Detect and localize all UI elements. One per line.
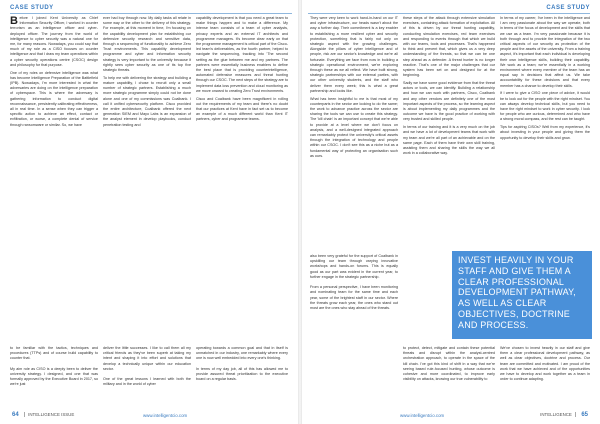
article-column-1 [10,16,98,130]
article-column-3 [196,16,288,125]
article-column-3-bottom: We've chosen to invest heavily in our staff and give them a clear professional development pathway, as well as clear objectives, doctrine and process. Our team are committed and motivated. I am proud of the work that we have achieved and of the opportunities we have to develop and work together as a team in order to continue adapting. [500,346,590,382]
right-page [302,0,600,424]
article-column-2 [403,16,495,159]
paragraph: One of my roles on defensive intelligence was what has become Intelligence Preparation of the Battlefield (IPB). Nowadays, I'm more interested in what the adversaries are doing on the intelligence preparation of cyberspace. This is where the adversary is gathering information to conduct digital reconnaissance, persistently calibrating effectiveness, all in real time. In a sense when they can trigger a specific action to achieve an effect, contact or exfiltration, or worse, a complete denial of service through ransomware or similar. So, we have [10,70,98,127]
paragraph: If I were to give a CISO one piece of advice, it would be to look out for the people with the right mindset. You can always develop technical skills, but you need to have the right mindset to work in cyber security. I look for people who are curious, determined and who have a strong moral compass, and the rest can be taught. [500,91,590,122]
article-column-1 [310,16,398,162]
page-number: 65 [581,412,588,418]
paragraph: Sadly we have some good evidence from that the threat actors or tools, we can identify. Building a relationship and how we can work with partners, Cisco, Coalbank and any other vendors are definitely one of the most important aspects of the process, so the learning aspect is about implementing my daily programmes and the outcome we have is the good practice of working with very trusted and skilled people. [403,81,495,122]
page-footer-site [400,413,444,418]
paragraph: To help me with delivering the strategy and building a mature capability, I chose to recruit only a small number of strategic partners. Establishing a much more strategic programme simply could not be done alone and one of my commissions was Coalbank. I call it unified cybersecurity platform. Cisco provided the entire architecture, Coalbank offered the next generation SIEM and Mayo Labs is an expansion of the analyst element in develop playbooks, conduct penetration testing and [103,75,191,127]
publication-name: INTELLIGENCE [540,412,572,417]
issue-label: ISSUE [61,412,75,417]
publication-name: INTELLIGENCE [28,412,60,417]
article-column-1-bottom: also been very grateful for the support of Coalbank in upskilling our team through varying innovative workshops and hands-on forums. This is equally good as our part was evident in the current year, to further engage in the strategic partnership. From a personal perspective, I have been monitoring and nominating team for the same time and each year, some of the brightest staff in our sector. Where the threats grow each year, the ones who stand out most are the ones who stay ahead of the threats. [310,254,398,311]
article-column-3 [500,16,590,248]
article-column-3-bottom: operating towards a common goal and that in itself is unmatched in our industry, one remarkably where every one is now well embedded into every one's thinking. In terms of my day job, all of this has allowed me to provide assured threat prioritization to the executive board on a regular basis. [196,346,288,382]
header-rule [308,13,590,14]
page-footer [540,412,590,418]
section-label: CASE STUDY [10,5,54,11]
section-label: CASE STUDY [546,5,590,11]
pull-quote-box [452,251,592,339]
paragraph: efore I joined Kent University as Chief Information Security Officer, I worked in counter terrorism as an intelligence officer and cyber-deployed officer. The journey from the world of intelligence to cyber security was a natural one for me, for many reasons. Nowadays, you could say that much of my role as a CISO focuses on counter intelligence and that I draw my team operations within a cyber security operations centre (CSOC) design and philosophy for that purpose. [10,16,98,67]
paragraph: capability development is that you need a great team to make things happen and to make a difference. My intense team consists of a team of cyber analysts, privacy experts and an external IT architects and programme managers. It's become clear early on that the programme management is critical part of the Cisco-led team's deliverables, as the fourth partner, helped to navigate the sequencing, tracking into 'The second setting as the glue between me and my partners. The partners were essentially business enablers to define the best place that is providing counterintelligence, automated defensive measures and threat hunting through our CSOC. The next steps of the strategy are to implement data loss prevention and cloud monitoring as we move onward to creating Zero Trust environments. [196,16,288,93]
page-footer-site [143,413,187,418]
footer-divider [575,412,576,417]
website-link[interactable]: www.intelligentcio.com [400,413,445,418]
header-rule [10,13,292,14]
website-link[interactable]: www.intelligentcio.com [143,413,188,418]
drop-cap: B [10,15,18,27]
article-column-2-bottom: deliver the little successes. I like to call them all my critical friends as they've been superb at taking my intent and shaping it into effort and solutions that develop a technically unique within our education sector. One of the great lessons I learned with both the military and in the world of cyber [103,346,191,387]
paragraph: ever had buy through now. My daily tasks all relate in some way or the other to the delivery of this strategy. For example, at this moment in time, I'm focusing on the capability development plan for establishing our defensive security research and sensitive data, through a sequencing of functionality to achieve Zero Trust environments. This capability development programme and cyber and information security strategy is very important to the university because it rightly sees cyber security as one of its top five strategic threats. [103,16,191,73]
article-column-2-bottom: to protect, detect, mitigate and contain these potential threats and disrupt within the analyst-centred orchestration approach, to operate in the space of the kill chain. I've got this kind of shift in a way that we're seeing based rule-focused hunting, whose outcome is cohesive and more coordinated, to improve early visibility on attacks, knowing our true vulnerability to [403,346,495,382]
paragraph: Tips for aspiring CISOs? Well from my experience, it's about investing in your people and giving them the opportunity to develop their skills and grow. [500,125,590,140]
footer-divider [24,412,25,417]
pull-quote-text: INVEST HEAVILY IN YOUR STAFF AND GIVE THEM A CLEAR PROFESSIONAL DEVELOPMENT PATHWAY, AS WELL AS CLEAR OBJECTIVES, DOCTRINE AND PROCESS. [458,255,576,330]
page-number: 64 [12,412,19,418]
paragraph: these steps of the attack through extensive simulation exercises, containing attack formation of exploitation. All of this is driven by our threat hunting capability, conducting simulation exercises, red team exercises and responding to events through that which we build with our teams, tools and processes. That's happened to think and prevent that, which gives us a very deep understanding of the threats, so that we can be one step ahead as a defender. A threat hunter is no longer reactive. That's one of the major challenges that our system has been set on and designed for at the beginning. [403,16,495,78]
left-page [0,0,298,424]
page-footer [10,412,74,418]
paragraph: Cisco and Coalbank have been magnificent in rolling out the requirements of my team and there's no doubt that our practices at Kent have in fact set us to become an example of a much different world than Kent IT partners, cyber and programme teams. [196,96,288,122]
article-column-1-bottom: to be familiar with the tactics, techniques and procedures (TTPs) and of course build capability to counter that. My aim role as CISO is a deeply been to deliver the university strategy. I designed, and one that was formally approved by the Executive Board in 2017, so we're just [10,346,98,387]
paragraph: In terms of our training and it is a very much on the job and we have a lot of development teams that work with my team and we're all part of an achievable and on the same page. Each of them have their own skill training, assisting them and sharing the skills the way we all work in a collaborative way. [403,125,495,156]
paragraph: In terms of my career, I've been in the intelligence and I am very passionate about the way we operate, both in terms of the focus of development and the skills that we use as a team. I'm very passionate because it is both through and to provide the integration of the two critical aspects of our security as protection of the people and the assets of the university. From a training aspect, it's important that each individual is developing their own intelligence skills, building their capability. We work as a team; we're essentially in a working environment where every member of the team has an equal say in decisions that affect us. We take accountability for these decisions and that every member has a chance to develop their skills. [500,16,590,88]
paragraph: What has been insightful to me is that most of my counterparts in the sector are looking to do the same; the work to advance practice across the sector are sharing the tools we can use to create this strategy. The 'kill chain' is an important concept that we're able to provide at a level where we don't focus on analysis, and a well-designed integrated approach can remarkably protect the university's critical assets through the integration of technology and people within our CSOC. I don't see this as a niche but as a fundamental way of protecting an organisation such as ours. [310,96,398,158]
paragraph: They were very keen to work hand-in-hand on our IT and cyber infrastructure, our heads wasn't about the way a further day. Their commitment is a key enabler to establishing a more resilient cyber and security protection, something that is fairly not only on strategic aspect with the growing challenges. Alongside the pillars of cyber intelligence and of people, risk are our sector's knowledge and we're all fortunate. Everything we face from now in building a strategic operational environment, we're exploring through these as we all reflect. We have built strong, strategic partnerships with our external parties, with our other university students, and the staff who deliver them every week; this is what a great partnership and looks like. [310,16,398,93]
article-column-2 [103,16,191,130]
